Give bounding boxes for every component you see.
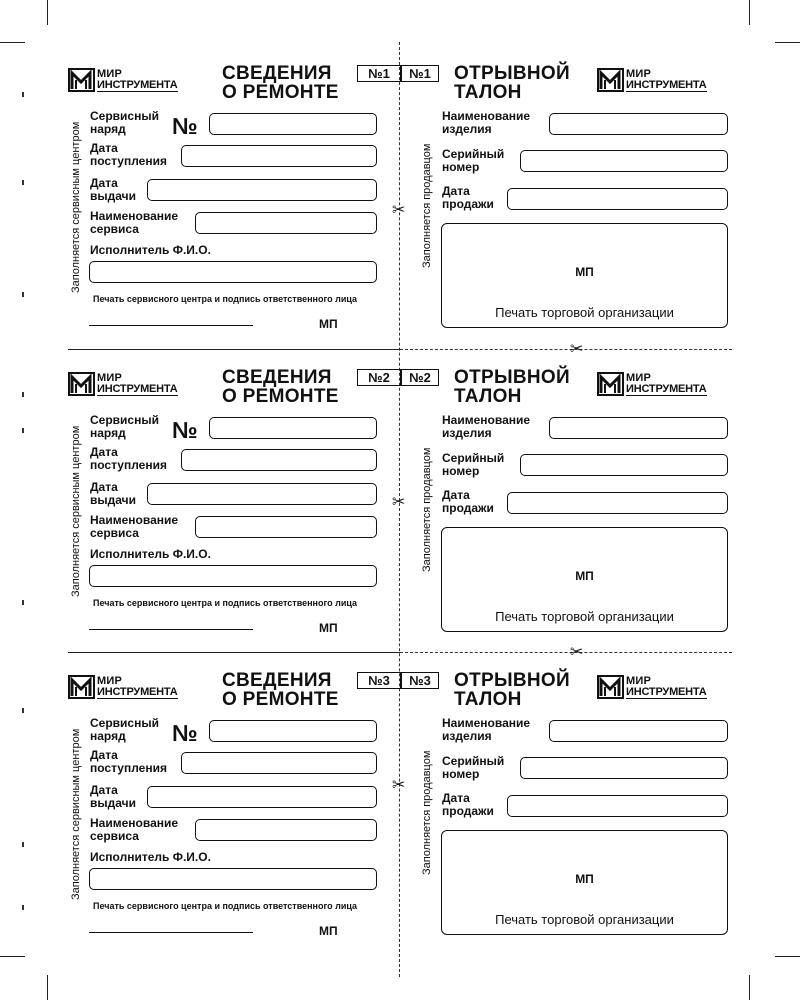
- logo-line-2: ИНСТРУМЕНТА: [97, 79, 178, 91]
- service-name-label: Наименование сервиса: [90, 209, 179, 236]
- crop-mark: [47, 0, 48, 25]
- tear-title-line-2: ТАЛОН: [454, 689, 522, 710]
- crop-mark: [749, 975, 750, 1000]
- serial-number-input[interactable]: [520, 454, 728, 476]
- scissors-icon: ✂: [392, 202, 406, 219]
- issue-date-label: Дата выдачи: [90, 480, 136, 507]
- warranty-card-section-3: [0, 650, 800, 950]
- signature-line[interactable]: [89, 629, 253, 630]
- serial-number-label: Серийный номер: [442, 754, 505, 781]
- service-order-label: Сервисный наряд: [90, 109, 159, 136]
- executor-label: Исполнитель Ф.И.О.: [90, 243, 211, 257]
- stamp-mark: МП: [575, 265, 594, 279]
- card-number-left: №2: [357, 369, 401, 386]
- service-name-label: Наименование сервиса: [90, 513, 179, 540]
- service-order-input[interactable]: [209, 417, 377, 439]
- sale-date-input[interactable]: [507, 492, 728, 514]
- stamp-mark: МП: [319, 317, 338, 331]
- card-number-left: №1: [357, 65, 401, 82]
- card-number-left: №3: [357, 672, 401, 689]
- service-name-input[interactable]: [195, 212, 377, 234]
- trade-org-stamp-label: Печать торговой организации: [495, 609, 674, 624]
- scissors-icon: ✂: [570, 644, 584, 661]
- product-name-label: Наименование изделия: [442, 716, 531, 743]
- logo-icon: [68, 674, 95, 700]
- sale-date-label: Дата продажи: [442, 791, 494, 818]
- tear-title-line-2: ТАЛОН: [454, 82, 522, 103]
- crop-mark: [749, 0, 750, 25]
- received-date-label: Дата поступления: [90, 141, 167, 168]
- received-date-input[interactable]: [181, 449, 377, 471]
- received-date-label: Дата поступления: [90, 748, 167, 775]
- repair-title-line-1: СВЕДЕНИЯ: [222, 367, 332, 388]
- tear-title-line-1: ОТРЫВНОЙ: [454, 63, 570, 84]
- card-number-right: №3: [401, 672, 439, 689]
- logo: [597, 672, 731, 702]
- card-number-right: №2: [401, 369, 439, 386]
- service-order-input[interactable]: [209, 720, 377, 742]
- scissors-icon: ✂: [570, 341, 584, 358]
- trade-org-stamp-area[interactable]: [441, 223, 728, 328]
- logo: [597, 369, 731, 399]
- executor-input[interactable]: [89, 868, 377, 890]
- executor-label: Исполнитель Ф.И.О.: [90, 547, 211, 561]
- logo-icon: [597, 67, 624, 93]
- logo: [68, 65, 202, 95]
- product-name-label: Наименование изделия: [442, 413, 531, 440]
- trade-org-stamp-label: Печать торговой организации: [495, 912, 674, 927]
- logo-line-2: ИНСТРУМЕНТА: [97, 686, 178, 698]
- crop-mark: [0, 956, 25, 957]
- seller-side-label: Заполняется продавцом: [421, 143, 433, 268]
- trade-org-stamp-area[interactable]: [441, 527, 728, 632]
- repair-title-line-2: О РЕМОНТЕ: [222, 689, 339, 710]
- logo-icon: [597, 674, 624, 700]
- stamp-mark: МП: [319, 924, 338, 938]
- service-stamp-note: Печать сервисного центра и подпись ответственного лица: [93, 901, 358, 911]
- product-name-input[interactable]: [549, 417, 728, 439]
- logo: [68, 369, 202, 399]
- tear-title-line-2: ТАЛОН: [454, 386, 522, 407]
- warranty-card-section-2: [0, 347, 800, 647]
- serial-number-label: Серийный номер: [442, 451, 505, 478]
- logo-line-1: МИР: [97, 372, 123, 384]
- service-center-side-label: Заполняется сервисным центром: [70, 728, 82, 900]
- service-stamp-note: Печать сервисного центра и подпись ответственного лица: [93, 294, 358, 304]
- card-number: [357, 65, 439, 82]
- product-name-input[interactable]: [549, 720, 728, 742]
- logo-icon: [68, 371, 95, 397]
- scissors-icon: ✂: [392, 777, 406, 794]
- received-date-input[interactable]: [181, 145, 377, 167]
- number-sign: №: [172, 417, 198, 443]
- seller-side-label: Заполняется продавцом: [421, 750, 433, 875]
- seller-side-label: Заполняется продавцом: [421, 447, 433, 572]
- service-stamp-note: Печать сервисного центра и подпись ответственного лица: [93, 598, 358, 608]
- card-number: [357, 369, 439, 386]
- tear-title-line-1: ОТРЫВНОЙ: [454, 670, 570, 691]
- signature-line[interactable]: [89, 932, 253, 933]
- serial-number-input[interactable]: [520, 757, 728, 779]
- service-order-label: Сервисный наряд: [90, 413, 159, 440]
- sale-date-input[interactable]: [507, 795, 728, 817]
- tear-title-line-1: ОТРЫВНОЙ: [454, 367, 570, 388]
- logo-line-1: МИР: [97, 675, 123, 687]
- logo: [68, 672, 202, 702]
- stamp-mark: МП: [319, 621, 338, 635]
- service-center-side-label: Заполняется сервисным центром: [70, 425, 82, 597]
- repair-title-line-2: О РЕМОНТЕ: [222, 82, 339, 103]
- received-date-input[interactable]: [181, 752, 377, 774]
- issue-date-input[interactable]: [147, 483, 377, 505]
- number-sign: №: [172, 113, 198, 139]
- service-order-label: Сервисный наряд: [90, 716, 159, 743]
- stamp-mark: МП: [575, 569, 594, 583]
- logo-line-1: МИР: [97, 68, 123, 80]
- received-date-label: Дата поступления: [90, 445, 167, 472]
- executor-input[interactable]: [89, 261, 377, 283]
- stamp-mark: МП: [575, 872, 594, 886]
- scissors-icon: ✂: [392, 494, 406, 511]
- serial-number-label: Серийный номер: [442, 147, 505, 174]
- logo-icon: [68, 67, 95, 93]
- logo-line-2: ИНСТРУМЕНТА: [626, 383, 707, 395]
- crop-mark: [775, 956, 800, 957]
- product-name-label: Наименование изделия: [442, 109, 531, 136]
- sale-date-input[interactable]: [507, 188, 728, 210]
- serial-number-input[interactable]: [520, 150, 728, 172]
- logo-line-1: МИР: [626, 372, 652, 384]
- card-number: [357, 672, 439, 689]
- logo-line-2: ИНСТРУМЕНТА: [97, 383, 178, 395]
- product-name-input[interactable]: [549, 113, 728, 135]
- issue-date-input[interactable]: [147, 786, 377, 808]
- card-number-right: №1: [401, 65, 439, 82]
- service-name-input[interactable]: [195, 819, 377, 841]
- repair-title-line-2: О РЕМОНТЕ: [222, 386, 339, 407]
- warranty-card-section-1: [0, 43, 800, 343]
- logo: [597, 65, 731, 95]
- service-name-input[interactable]: [195, 516, 377, 538]
- issue-date-label: Дата выдачи: [90, 176, 136, 203]
- executor-input[interactable]: [89, 565, 377, 587]
- service-center-side-label: Заполняется сервисным центром: [70, 121, 82, 293]
- repair-title-line-1: СВЕДЕНИЯ: [222, 670, 332, 691]
- logo-icon: [597, 371, 624, 397]
- executor-label: Исполнитель Ф.И.О.: [90, 850, 211, 864]
- trade-org-stamp-area[interactable]: [441, 830, 728, 935]
- service-name-label: Наименование сервиса: [90, 816, 179, 843]
- logo-line-1: МИР: [626, 68, 652, 80]
- issue-date-input[interactable]: [147, 179, 377, 201]
- number-sign: №: [172, 720, 198, 746]
- logo-line-2: ИНСТРУМЕНТА: [626, 79, 707, 91]
- signature-line[interactable]: [89, 325, 253, 326]
- repair-title-line-1: СВЕДЕНИЯ: [222, 63, 332, 84]
- logo-line-2: ИНСТРУМЕНТА: [626, 686, 707, 698]
- logo-line-1: МИР: [626, 675, 652, 687]
- crop-mark: [47, 975, 48, 1000]
- service-order-input[interactable]: [209, 113, 377, 135]
- trade-org-stamp-label: Печать торговой организации: [495, 305, 674, 320]
- issue-date-label: Дата выдачи: [90, 783, 136, 810]
- sale-date-label: Дата продажи: [442, 184, 494, 211]
- sale-date-label: Дата продажи: [442, 488, 494, 515]
